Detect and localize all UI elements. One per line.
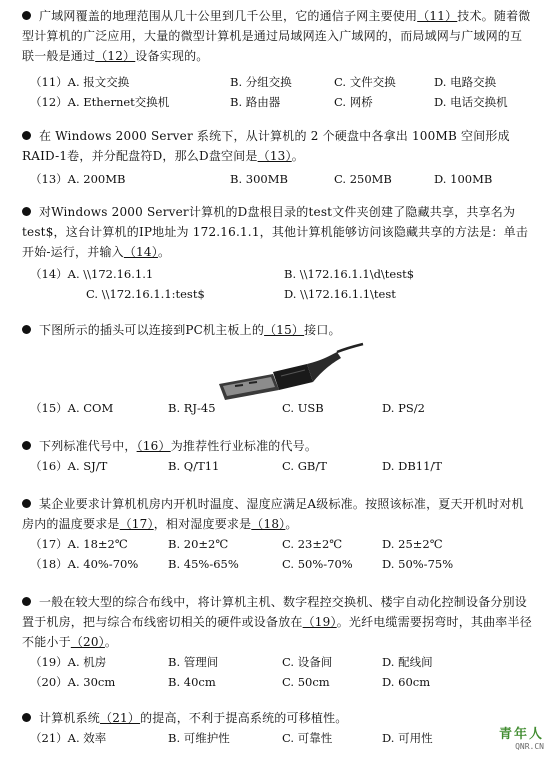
option-16-a: （16）A. SJ/T (30, 459, 108, 473)
blank-17: （17） (119, 517, 154, 531)
option-20-a: （20）A. 30cm (30, 675, 116, 689)
blank-11: （11） (417, 9, 458, 23)
question-text: 一般在较大型的综合布线中，将计算机主机、数字程控交换机、楼宇自动化控制设备分别设置于机房，把与综合布线密切相关的硬件或设备放在（19）。光纤电缆需要拐弯时，其曲率半径不能小于（20）。 (22, 595, 532, 649)
options-14-row1 (22, 264, 532, 284)
question-text: 广域网覆盖的地理范围从几十公里到几千公里，它的通信子网主要使用（11）技术。随着微型计算机的广泛应用，大量的微型计算机是通过局域网连入广域网的，而局域网与广域网的互联一般是通过（12）设备实现的。 (22, 9, 531, 63)
option-14-c: C. \\172.16.1.1:test$ (86, 287, 205, 301)
options-19 (22, 652, 532, 672)
blank-15: （15） (264, 323, 305, 337)
option-21-c: C. 可靠性 (282, 731, 333, 745)
options-15 (22, 398, 532, 418)
options-15-block (22, 398, 532, 418)
option-20-c: C. 50cm (282, 675, 330, 689)
question-text: 对Windows 2000 Server计算机的D盘根目录的test文件夹创建了隐藏共享，共享名为test$，这台计算机的IP地址为 172.16.1.1，其他计算机能够访问该隐藏共享的方法是：单击开始-运行，并输入（14）。 (22, 205, 529, 259)
question-text: 某企业要求计算机机房内开机时温度、湿度应满足A级标准。按照该标准，夏天开机时对机房内的温度要求是（17），相对湿度要求是（18）。 (22, 497, 524, 531)
option-13-d: D. 100MB (434, 172, 493, 186)
bullet-dot-icon (22, 11, 31, 20)
options-13 (22, 169, 532, 189)
question-text: 计算机系统（21）的提高，不利于提高系统的可移植性。 (22, 708, 532, 728)
option-11-c: C. 文件交换 (334, 75, 396, 89)
question-15 (22, 320, 532, 340)
option-19-a: （19）A. 机房 (30, 655, 107, 669)
blank-14: （14） (123, 245, 158, 259)
option-11-a: （11）A. 报文交换 (30, 75, 130, 89)
blank-12: （12） (95, 49, 136, 63)
question-text: 在 Windows 2000 Server 系统下，从计算机的 2 个硬盘中各拿出 100MB 空间形成RAID-1卷，并分配盘符D，那么D盘空间是（13）。 (22, 129, 510, 163)
question-16 (22, 436, 532, 476)
option-11-d: D. 电路交换 (434, 75, 497, 89)
option-16-b: B. Q/T11 (168, 459, 220, 473)
option-12-d: D. 电话交换机 (434, 95, 508, 109)
option-15-c: C. USB (282, 401, 324, 415)
options-21 (22, 728, 532, 748)
options-12 (22, 92, 532, 112)
question-13 (22, 126, 532, 189)
options-20 (22, 672, 532, 692)
options-11 (22, 72, 532, 92)
option-15-b: B. RJ-45 (168, 401, 216, 415)
blank-13: （13） (257, 149, 292, 163)
option-20-d: D. 60cm (382, 675, 431, 689)
question-14 (22, 202, 532, 304)
option-18-b: B. 45%-65% (168, 557, 239, 571)
option-21-a: （21）A. 效率 (30, 731, 107, 745)
bullet-dot-icon (22, 441, 31, 450)
option-13-a: （13）A. 200MB (30, 172, 126, 186)
question-17-18 (22, 494, 532, 574)
option-11-b: B. 分组交换 (230, 75, 292, 89)
option-18-d: D. 50%-75% (382, 557, 454, 571)
bullet-dot-icon (22, 597, 31, 606)
option-17-a: （17）A. 18±2℃ (30, 537, 128, 551)
option-17-d: D. 25±2℃ (382, 537, 443, 551)
option-18-c: C. 50%-70% (282, 557, 353, 571)
option-20-b: B. 40cm (168, 675, 216, 689)
options-18 (22, 554, 532, 574)
usb-plug-icon (215, 340, 365, 402)
option-17-c: C. 23±2℃ (282, 537, 343, 551)
watermark-logo (499, 723, 544, 751)
blank-21: （21） (100, 711, 141, 725)
option-19-d: D. 配线间 (382, 655, 433, 669)
option-12-a: （12）A. Ethernet交换机 (30, 95, 170, 109)
options-14-row2 (22, 284, 532, 304)
blank-20: （20） (70, 635, 105, 649)
watermark-site: QNR.CN (515, 742, 544, 751)
watermark-title: 青年人 (498, 727, 544, 742)
blank-16: （16） (136, 439, 171, 453)
option-15-d: D. PS/2 (382, 401, 425, 415)
bullet-dot-icon (22, 131, 31, 140)
option-16-d: D. DB11/T (382, 459, 442, 473)
bullet-dot-icon (22, 207, 31, 216)
option-14-a: （14）A. \\172.16.1.1 (30, 267, 154, 281)
option-19-b: B. 管理间 (168, 655, 219, 669)
option-19-c: C. 设备间 (282, 655, 333, 669)
question-11-12 (22, 6, 532, 112)
option-21-d: D. 可用性 (382, 731, 433, 745)
bullet-dot-icon (22, 713, 31, 722)
option-14-d: D. \\172.16.1.1\test (284, 287, 396, 301)
option-16-c: C. GB/T (282, 459, 327, 473)
option-21-b: B. 可维护性 (168, 731, 230, 745)
option-12-b: B. 路由器 (230, 95, 281, 109)
option-17-b: B. 20±2℃ (168, 537, 229, 551)
question-text: 下列标准代号中，（16）为推荐性行业标准的代号。 (22, 436, 532, 456)
option-13-c: C. 250MB (334, 172, 392, 186)
option-13-b: B. 300MB (230, 172, 288, 186)
option-18-a: （18）A. 40%-70% (30, 557, 139, 571)
question-21 (22, 708, 532, 748)
question-19-20 (22, 592, 532, 692)
options-16 (22, 456, 532, 476)
blank-19: （19） (302, 615, 337, 629)
bullet-dot-icon (22, 499, 31, 508)
question-text: 下图所示的插头可以连接到PC机主板上的（15）接口。 (22, 320, 532, 340)
option-15-a: （15）A. COM (30, 401, 114, 415)
option-12-c: C. 网桥 (334, 95, 373, 109)
bullet-dot-icon (22, 325, 31, 334)
blank-18: （18） (251, 517, 286, 531)
options-17 (22, 534, 532, 554)
option-14-b: B. \\172.16.1.1\d\test$ (284, 267, 415, 281)
